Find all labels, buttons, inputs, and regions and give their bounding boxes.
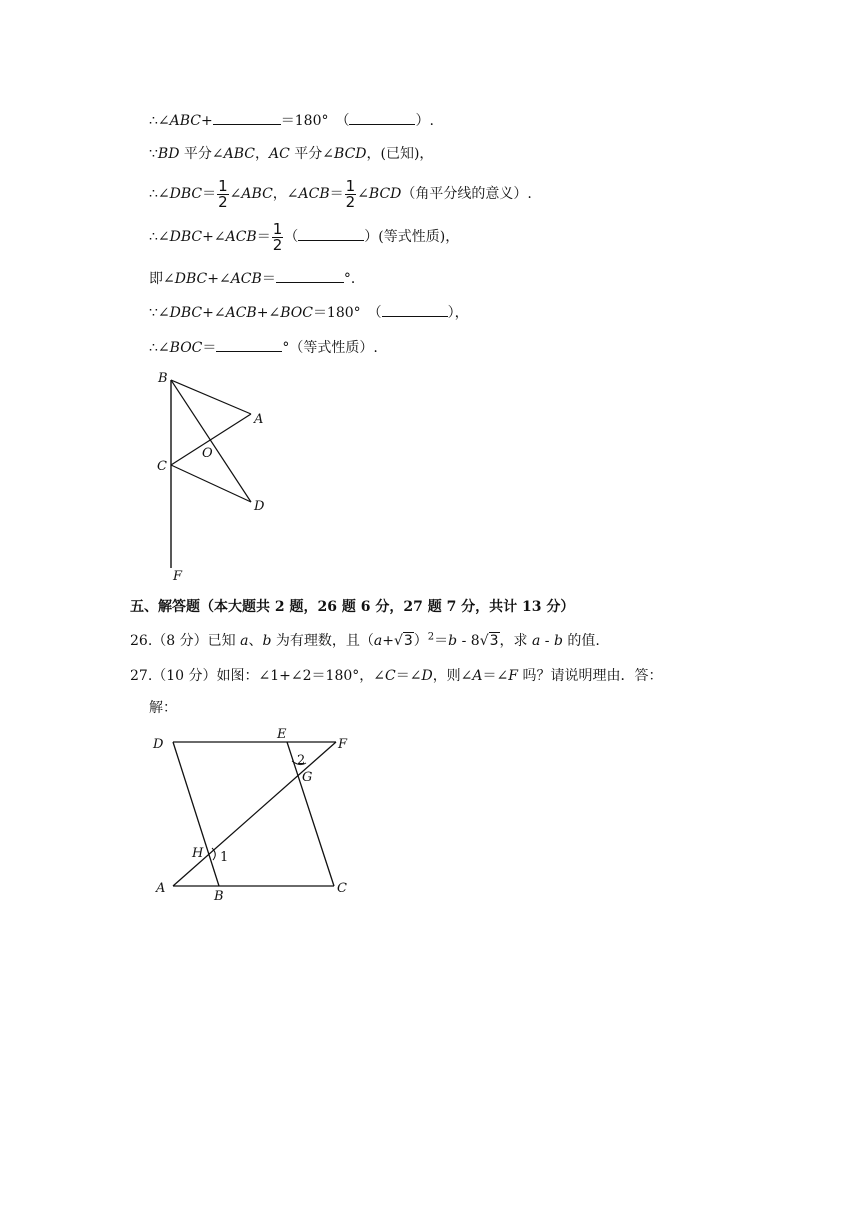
var: F [508,668,518,684]
text: ∴∠ [149,186,170,202]
text: +∠ [256,305,281,321]
text: 、 [248,633,263,649]
text: ＝180° （ [312,305,382,321]
answer-blank[interactable] [216,337,282,352]
var: BOC [169,340,203,356]
var: DBC [174,271,208,287]
var: BCD [368,186,402,202]
label-G: G [302,770,313,785]
text: - 8 [457,633,480,649]
var: a [373,633,383,649]
label-A: A [156,881,166,896]
text: 为有理数，且（ [271,633,374,649]
label-C: C [337,881,347,896]
text: 吗？请说明理由．答： [518,668,663,684]
text: + [201,113,213,129]
text: ＝ [434,633,449,649]
label-D: D [254,499,265,514]
var: A [472,668,483,684]
text: ＝ [202,340,217,356]
text: ，(已知)， [366,146,434,162]
text: ∴∠ [149,113,170,129]
label-D: D [153,737,164,752]
text: ∴∠ [149,229,170,245]
var: AC [269,146,290,162]
text: ＝ [202,186,217,202]
figure-1-geometry [150,365,280,585]
text: 26.（8 分）已知 [130,633,241,649]
var: ACB [225,229,257,245]
var: DBC [169,229,203,245]
text: 的值. [562,633,600,649]
var: D [421,668,433,684]
text: °． [343,271,365,287]
segment-DB [173,742,219,886]
text: ＝ [329,186,344,202]
text: °（等式性质）. [282,340,378,356]
text: ＝∠ [395,668,422,684]
label-E: E [277,727,287,742]
text: +∠ [202,229,226,245]
var: b [553,633,563,649]
label-A: A [254,412,264,427]
text: ）(等式性质)， [364,229,460,245]
sqrt-3: √3 [393,633,413,649]
var: b [262,633,272,649]
text: ，则∠ [432,668,473,684]
question-26 [130,630,600,650]
section-heading: 五、解答题（本大题共 2 题，26 题 6 分，27 题 7 分，共计 13 分） [130,599,575,615]
text: ＝∠ [482,668,509,684]
proof-line-7 [149,337,378,358]
text: ∵∠ [149,305,170,321]
text: ） [413,633,428,649]
var: BD [157,146,180,162]
answer-label: 解： [149,700,177,716]
label-F: F [173,569,183,584]
var: DBC [169,186,203,202]
answer-blank[interactable] [213,110,281,125]
figure-2-geometry [150,722,360,902]
text: 平分∠ [179,146,224,162]
label-C: C [157,459,167,474]
var: b [448,633,458,649]
var: a [531,633,541,649]
var: ACB [225,305,257,321]
answer-blank[interactable] [298,226,364,241]
var: BOC [280,305,313,321]
text: ∵ [149,146,158,162]
text: 平分∠ [289,146,335,162]
proof-line-4 [149,219,459,255]
proof-line-6 [149,302,469,323]
label-O: O [202,446,213,461]
var: C [385,668,396,684]
fraction-half: $\frac{1}{2}$ [272,219,283,254]
segment-BA [171,380,251,414]
text: +∠ [202,305,226,321]
var: ABC [223,146,255,162]
text: ）. [415,113,434,129]
answer-blank[interactable] [276,268,344,283]
text: ∠ [357,186,369,202]
label-F: F [338,737,348,752]
text: （ [284,229,299,245]
label-1: 1 [220,850,229,865]
text: ∴∠ [149,340,170,356]
proof-line-5 [149,268,365,289]
var: BCD [334,146,367,162]
answer-blank[interactable] [349,110,415,125]
text: （角平分线的意义）. [401,186,532,202]
var: DBC [169,305,203,321]
text: +∠ [207,271,231,287]
segment-AF [173,742,336,886]
var: ABC [241,186,273,202]
fraction-half: $\frac{1}{2}$ [345,176,356,211]
exponent: 2 [427,631,435,643]
text: 27.（10 分）如图：∠1+∠2＝180°，∠ [130,668,385,684]
text: 即∠ [149,271,175,287]
label-H: H [192,846,204,861]
var: ABC [169,113,202,129]
answer-blank[interactable] [382,302,448,317]
var: ACB [298,186,330,202]
text: ＝ [256,229,271,245]
text: ＝ [261,271,276,287]
label-B: B [214,889,224,902]
text: - [540,633,554,649]
segment-EC [287,742,334,886]
text: ，求 [499,633,532,649]
proof-line-2 [149,144,433,164]
label-B: B [158,371,168,386]
fraction-half: $\frac{1}{2}$ [218,176,228,211]
text: ＝180° （ [280,113,350,129]
var: a [240,633,249,649]
proof-line-1 [149,110,434,131]
question-27 [130,665,662,685]
proof-line-3 [149,176,532,212]
text: + [382,633,394,649]
var: ACB [230,271,262,287]
label-2: 2 [297,753,306,768]
sqrt-3: √3 [479,633,499,649]
text: ， [255,146,269,162]
text: ，∠ [272,186,299,202]
text: ∠ [229,186,242,202]
text: ）， [447,305,469,321]
